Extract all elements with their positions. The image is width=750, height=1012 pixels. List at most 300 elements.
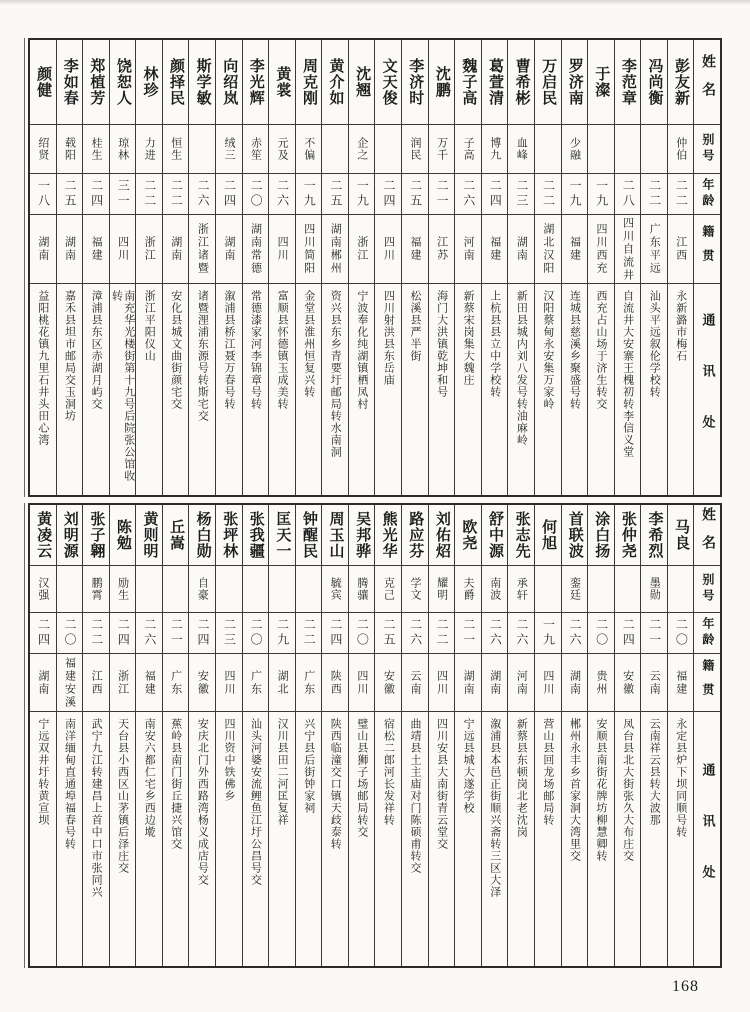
name-cell-text: 沈翘	[354, 66, 371, 98]
age-cell	[136, 174, 162, 215]
alias-cell	[375, 125, 401, 174]
person-column	[667, 505, 694, 966]
origin-cell	[641, 654, 667, 712]
origin-cell	[269, 215, 295, 284]
age-cell-text: 二六	[568, 618, 583, 648]
age-cell	[668, 613, 694, 654]
address-cell-text: 富顺县怀德镇玉成美转	[276, 290, 289, 410]
address-cell-text: 宁远县城大遂学校	[462, 718, 475, 814]
alias-cell-text: 少融	[568, 137, 581, 161]
alias-cell-text: 励生	[116, 577, 129, 601]
name-cell-text: 斯学敏	[194, 58, 211, 106]
age-cell-text: 二九	[275, 618, 290, 648]
address-cell-text: 连城县慈溪乡聚盛号转	[568, 290, 581, 410]
alias-cell	[375, 566, 401, 613]
person-column	[614, 40, 641, 495]
directory-tables	[28, 38, 722, 968]
age-cell-text: 二二	[302, 618, 317, 648]
address-cell-text: 蕉岭县南门街丘捷兴馆交	[169, 718, 182, 850]
origin-cell	[110, 654, 136, 712]
origin-cell-text: 湖南	[488, 669, 501, 696]
name-cell	[83, 40, 109, 125]
age-cell-text: 一九	[541, 618, 556, 648]
age-cell-text: 一九	[594, 179, 609, 209]
origin-cell-text: 四川简阳	[302, 223, 315, 275]
name-cell-text: 罗济南	[566, 58, 583, 106]
header-alias-text: 别号	[700, 573, 715, 605]
name-cell	[163, 40, 189, 125]
name-cell-text: 张我疆	[247, 511, 264, 559]
name-cell	[216, 40, 242, 125]
address-cell-text: 自流井大安寨王槐初转李信义堂	[621, 290, 634, 458]
origin-cell	[322, 215, 348, 284]
address-cell-text: 汉川县田二河匡复祥	[276, 718, 289, 826]
name-cell	[57, 505, 83, 566]
alias-cell	[455, 125, 481, 174]
age-cell-text: 二〇	[594, 618, 609, 648]
header-address	[694, 712, 720, 966]
age-cell-text: 二三	[514, 179, 529, 209]
origin-cell-text: 广东	[249, 669, 262, 696]
address-cell-text: 上杭县县立中学校转	[488, 290, 501, 398]
alias-cell-text: 銮廷	[568, 577, 581, 601]
person-column	[374, 505, 401, 966]
address-cell-text: 漳浦县东区赤湖月屿交	[90, 290, 103, 410]
name-cell-text: 涂白扬	[593, 511, 610, 559]
person-column	[109, 40, 136, 495]
alias-cell-text: 润民	[409, 137, 421, 161]
name-cell	[508, 505, 534, 566]
origin-cell	[535, 654, 561, 712]
origin-cell-text: 福建	[90, 236, 103, 262]
age-cell	[136, 613, 162, 654]
address-cell	[322, 284, 348, 495]
address-cell-text: 资兴县东乡青要圩邮局转水南洞	[329, 290, 342, 458]
origin-cell-text: 江苏	[435, 236, 448, 262]
name-cell	[216, 505, 242, 566]
alias-cell-text: 博九	[488, 137, 501, 161]
header-age	[694, 174, 720, 215]
age-cell	[57, 174, 83, 215]
person-column	[614, 505, 641, 966]
address-cell-text: 南洋缅甸直通埠福春号转	[63, 718, 76, 850]
age-cell-text: 二四	[621, 618, 636, 648]
header-column	[693, 505, 720, 966]
address-cell-text: 武宁九江转建昌上首中口市张同兴	[90, 718, 103, 898]
header-origin-text: 籍贯	[700, 658, 715, 707]
address-cell	[322, 712, 348, 966]
alias-cell-text: 学文	[409, 577, 421, 601]
alias-cell-text: 克己	[382, 577, 395, 601]
age-cell-text: 二五	[381, 618, 396, 648]
age-cell-text: 三一	[116, 179, 131, 209]
alias-cell	[535, 566, 561, 613]
origin-cell-text: 湖南常德	[249, 223, 262, 275]
person-column	[640, 505, 667, 966]
name-cell	[163, 505, 189, 566]
origin-cell-text: 福建安溪	[63, 656, 76, 709]
origin-cell	[562, 215, 588, 284]
address-cell	[535, 712, 561, 966]
alias-cell	[110, 566, 136, 613]
name-cell	[402, 40, 428, 125]
name-cell-text: 刘佑炤	[433, 511, 450, 559]
alias-cell-text: 墨勋	[648, 577, 661, 601]
address-cell-text: 浙江平阳仪山	[143, 290, 156, 362]
origin-cell	[615, 215, 641, 284]
name-cell	[641, 505, 667, 566]
origin-cell	[615, 654, 641, 712]
header-name	[694, 40, 720, 125]
alias-cell	[402, 566, 428, 613]
origin-cell	[189, 215, 215, 284]
name-cell	[641, 40, 667, 125]
person-column	[507, 505, 534, 966]
age-cell-text: 二五	[328, 179, 343, 209]
alias-cell	[136, 125, 162, 174]
name-cell-text: 首联波	[566, 511, 583, 559]
alias-cell	[83, 566, 109, 613]
origin-cell	[455, 215, 481, 284]
origin-cell	[375, 654, 401, 712]
header-column	[693, 40, 720, 495]
age-cell-text: 二六	[408, 618, 423, 648]
origin-cell	[668, 654, 694, 712]
age-cell	[322, 613, 348, 654]
address-cell	[402, 284, 428, 495]
name-cell	[588, 505, 614, 566]
name-cell	[615, 40, 641, 125]
age-cell	[322, 174, 348, 215]
age-cell	[482, 613, 508, 654]
name-cell	[562, 40, 588, 125]
address-cell-text: 松溪县严半街	[409, 290, 421, 362]
person-column	[587, 40, 614, 495]
age-cell-text: 二四	[195, 618, 210, 648]
origin-cell-text: 湖北	[276, 669, 289, 696]
address-cell-text: 宁波奉化纯湖镇栖凤村	[355, 290, 368, 410]
alias-cell	[216, 125, 242, 174]
age-cell	[216, 613, 242, 654]
age-cell-text: 二一	[461, 618, 476, 648]
origin-cell-text: 广东	[302, 669, 315, 696]
age-cell-text: 二五	[408, 179, 423, 209]
age-cell-text: 二〇	[674, 618, 689, 648]
alias-cell-text: 绍贤	[36, 137, 49, 161]
age-cell	[668, 174, 694, 215]
origin-cell-text: 四川	[116, 236, 129, 262]
age-cell-text: 二六	[461, 179, 476, 209]
address-cell-text: 嘉禾县坦市邮局交玉洞坊	[63, 290, 76, 422]
address-cell-text: 新蔡县东顿岗北老沈岗	[515, 718, 528, 838]
alias-cell	[136, 566, 162, 613]
age-cell-text: 二六	[195, 179, 210, 209]
person-column	[481, 40, 508, 495]
address-cell-text: 安庆北门外西路湾杨义成店号交	[196, 718, 209, 886]
address-cell	[508, 712, 534, 966]
header-alias	[694, 566, 720, 613]
age-cell-text: 二四	[116, 618, 131, 648]
name-cell-text: 丘嵩	[168, 519, 185, 551]
address-cell	[429, 284, 455, 495]
alias-cell-text: 毓宾	[329, 577, 342, 601]
name-cell	[243, 505, 269, 566]
alias-cell-text: 自豪	[196, 577, 209, 601]
alias-cell	[349, 566, 375, 613]
origin-cell-text: 四川	[355, 669, 368, 696]
alias-cell-text: 血峰	[515, 137, 528, 161]
origin-cell	[189, 654, 215, 712]
origin-cell-text: 陕西	[329, 669, 342, 696]
name-cell-text: 彭友新	[673, 58, 690, 106]
address-cell	[296, 284, 322, 495]
person-column	[348, 505, 375, 966]
address-cell-text: 郴州永丰乡首家洞大湾里交	[568, 718, 581, 862]
age-cell-text: 二〇	[355, 618, 370, 648]
address-cell	[136, 712, 162, 966]
address-cell-text: 汉阳蔡甸永安集万家岭	[541, 290, 554, 410]
name-cell	[30, 40, 56, 125]
person-column	[56, 40, 83, 495]
address-cell-text: 四川射洪县东岳庙	[382, 290, 395, 386]
header-age-text: 年龄	[700, 178, 715, 210]
origin-cell-text: 湖南郴州	[329, 223, 342, 275]
name-cell-text: 颜健	[35, 66, 52, 98]
age-cell	[30, 613, 56, 654]
name-cell	[57, 40, 83, 125]
age-cell-text: 二四	[488, 179, 503, 209]
person-column	[454, 505, 481, 966]
address-cell	[588, 712, 614, 966]
name-cell	[322, 40, 348, 125]
alias-cell	[30, 125, 56, 174]
address-cell-text: 天台县小西区山茅镇后泽庄交	[116, 718, 129, 874]
origin-cell	[30, 654, 56, 712]
age-cell-text: 二六	[275, 179, 290, 209]
name-cell-text: 熊光华	[380, 511, 397, 559]
name-cell-text: 文天俊	[380, 58, 397, 106]
person-column	[561, 40, 588, 495]
name-cell-text: 于澯	[593, 66, 610, 98]
name-cell	[668, 40, 694, 125]
name-cell-text: 黄则明	[141, 511, 158, 559]
address-cell-text: 南充华光楼街第十九号后院张公馆收转	[110, 290, 135, 482]
age-cell	[641, 174, 667, 215]
address-cell	[189, 712, 215, 966]
alias-cell	[296, 566, 322, 613]
name-cell	[482, 505, 508, 566]
alias-cell	[402, 125, 428, 174]
address-cell-text: 兴宁县后街钟家祠	[302, 718, 315, 814]
age-cell	[482, 174, 508, 215]
age-cell	[349, 174, 375, 215]
origin-cell	[83, 215, 109, 284]
alias-cell-text: 承轩	[515, 577, 528, 601]
origin-cell-text: 湖南	[36, 669, 49, 696]
origin-cell-text: 安徽	[621, 669, 634, 696]
origin-cell-text: 浙江	[116, 669, 129, 696]
origin-cell	[375, 215, 401, 284]
alias-cell	[668, 125, 694, 174]
person-column	[188, 40, 215, 495]
person-column	[561, 505, 588, 966]
age-cell	[243, 174, 269, 215]
age-cell-text: 二二	[541, 179, 556, 209]
address-cell	[588, 284, 614, 495]
alias-cell	[455, 566, 481, 613]
alias-cell	[243, 125, 269, 174]
header-address	[694, 284, 720, 495]
person-column	[30, 505, 56, 966]
address-cell-text: 永定县炉下坝同顺号转	[674, 718, 687, 838]
address-cell	[30, 284, 56, 495]
header-origin	[694, 215, 720, 284]
address-cell-text: 营山县回龙场邮局转	[541, 718, 554, 826]
person-column	[295, 505, 322, 966]
age-cell	[588, 613, 614, 654]
origin-cell	[641, 215, 667, 284]
address-cell	[163, 712, 189, 966]
origin-cell-text: 湖南	[568, 669, 581, 696]
alias-cell	[269, 566, 295, 613]
age-cell-text: 二二	[89, 618, 104, 648]
origin-cell	[562, 654, 588, 712]
origin-cell	[163, 215, 189, 284]
age-cell	[455, 613, 481, 654]
age-cell-text: 二〇	[63, 618, 78, 648]
name-cell-text: 张志先	[513, 511, 530, 559]
age-cell	[535, 174, 561, 215]
person-column	[162, 40, 189, 495]
alias-cell	[615, 566, 641, 613]
age-cell-text: 二〇	[249, 618, 264, 648]
address-cell	[482, 284, 508, 495]
person-column	[534, 40, 561, 495]
person-column	[534, 505, 561, 966]
origin-cell-text: 福建	[143, 669, 156, 696]
alias-cell	[615, 125, 641, 174]
header-name-text: 姓名	[700, 507, 716, 563]
name-cell-text: 冯尚衡	[646, 58, 663, 106]
address-cell	[668, 712, 694, 966]
age-cell-text: 二四	[89, 179, 104, 209]
alias-cell-text: 万千	[435, 137, 448, 161]
origin-cell-text: 四川	[276, 236, 289, 262]
header-address-text: 通讯处	[700, 313, 716, 466]
age-cell	[562, 174, 588, 215]
header-age	[694, 613, 720, 654]
alias-cell	[110, 125, 136, 174]
origin-cell-text: 四川自流井	[621, 216, 634, 282]
address-cell	[216, 284, 242, 495]
age-cell	[615, 613, 641, 654]
name-cell-text: 张坪林	[221, 511, 238, 559]
address-cell-text: 汕头河婆安流鲤鱼江圩公昌号交	[249, 718, 262, 886]
address-cell-text: 凤台县北大街张久大布庄交	[621, 718, 634, 862]
address-cell	[57, 284, 83, 495]
name-cell	[269, 40, 295, 125]
name-cell	[136, 40, 162, 125]
name-cell	[455, 40, 481, 125]
alias-cell-text: 载阳	[63, 137, 76, 161]
age-cell-text: 一九	[355, 179, 370, 209]
origin-cell	[349, 654, 375, 712]
alias-cell-text: 力进	[143, 137, 156, 161]
address-cell-text: 南安六都仁宅乡西边墘	[143, 718, 156, 838]
person-column	[321, 505, 348, 966]
alias-cell-text: 琼林	[116, 137, 129, 161]
address-cell	[562, 284, 588, 495]
address-cell-text: 汕头平远叙伦学校转	[648, 290, 661, 398]
address-cell-text: 四川安县大南街青云堂交	[435, 718, 448, 850]
address-cell-text: 常德漆家河李锦章号转	[249, 290, 262, 410]
name-cell-text: 万启民	[540, 58, 557, 106]
alias-cell-text: 仲伯	[674, 137, 687, 161]
origin-cell-text: 云南	[648, 669, 661, 696]
address-cell	[402, 712, 428, 966]
address-cell	[615, 712, 641, 966]
age-cell	[243, 613, 269, 654]
age-cell	[562, 613, 588, 654]
address-cell	[508, 284, 534, 495]
origin-cell-text: 湖南	[169, 236, 182, 262]
address-cell	[375, 284, 401, 495]
age-cell	[641, 613, 667, 654]
alias-cell-text: 汉强	[36, 577, 49, 601]
alias-cell	[429, 566, 455, 613]
origin-cell	[243, 215, 269, 284]
address-cell	[189, 284, 215, 495]
age-cell	[83, 174, 109, 215]
origin-cell	[57, 215, 83, 284]
age-cell-text: 二四	[36, 618, 51, 648]
age-cell	[296, 613, 322, 654]
alias-cell	[163, 125, 189, 174]
address-cell	[110, 712, 136, 966]
age-cell	[296, 174, 322, 215]
origin-cell-text: 四川西充	[595, 223, 608, 275]
origin-cell-text: 安徽	[196, 669, 209, 696]
origin-cell	[136, 654, 162, 712]
name-cell-text: 李济时	[407, 58, 424, 106]
name-cell-text: 路应芬	[407, 511, 424, 559]
age-cell	[30, 174, 56, 215]
header-address-text: 通讯处	[700, 762, 716, 916]
age-cell-text: 二二	[169, 179, 184, 209]
origin-cell	[668, 215, 694, 284]
address-cell	[269, 284, 295, 495]
name-cell-text: 郑植芳	[88, 58, 105, 106]
alias-cell	[83, 125, 109, 174]
age-cell	[402, 613, 428, 654]
person-column	[82, 40, 109, 495]
address-cell	[163, 284, 189, 495]
alias-cell	[349, 125, 375, 174]
age-cell	[57, 613, 83, 654]
alias-cell	[243, 566, 269, 613]
header-alias-text: 别号	[700, 133, 715, 165]
address-cell-text: 安顺县南街花牌坊柳慧卿转	[595, 718, 608, 862]
name-cell	[508, 40, 534, 125]
person-column	[348, 40, 375, 495]
origin-cell	[588, 654, 614, 712]
age-cell	[588, 174, 614, 215]
name-cell-text: 曹希彬	[513, 58, 530, 106]
address-cell-text: 金堂县淮州恒复兴转	[302, 290, 315, 398]
origin-cell	[508, 215, 534, 284]
person-column	[321, 40, 348, 495]
address-cell	[535, 284, 561, 495]
